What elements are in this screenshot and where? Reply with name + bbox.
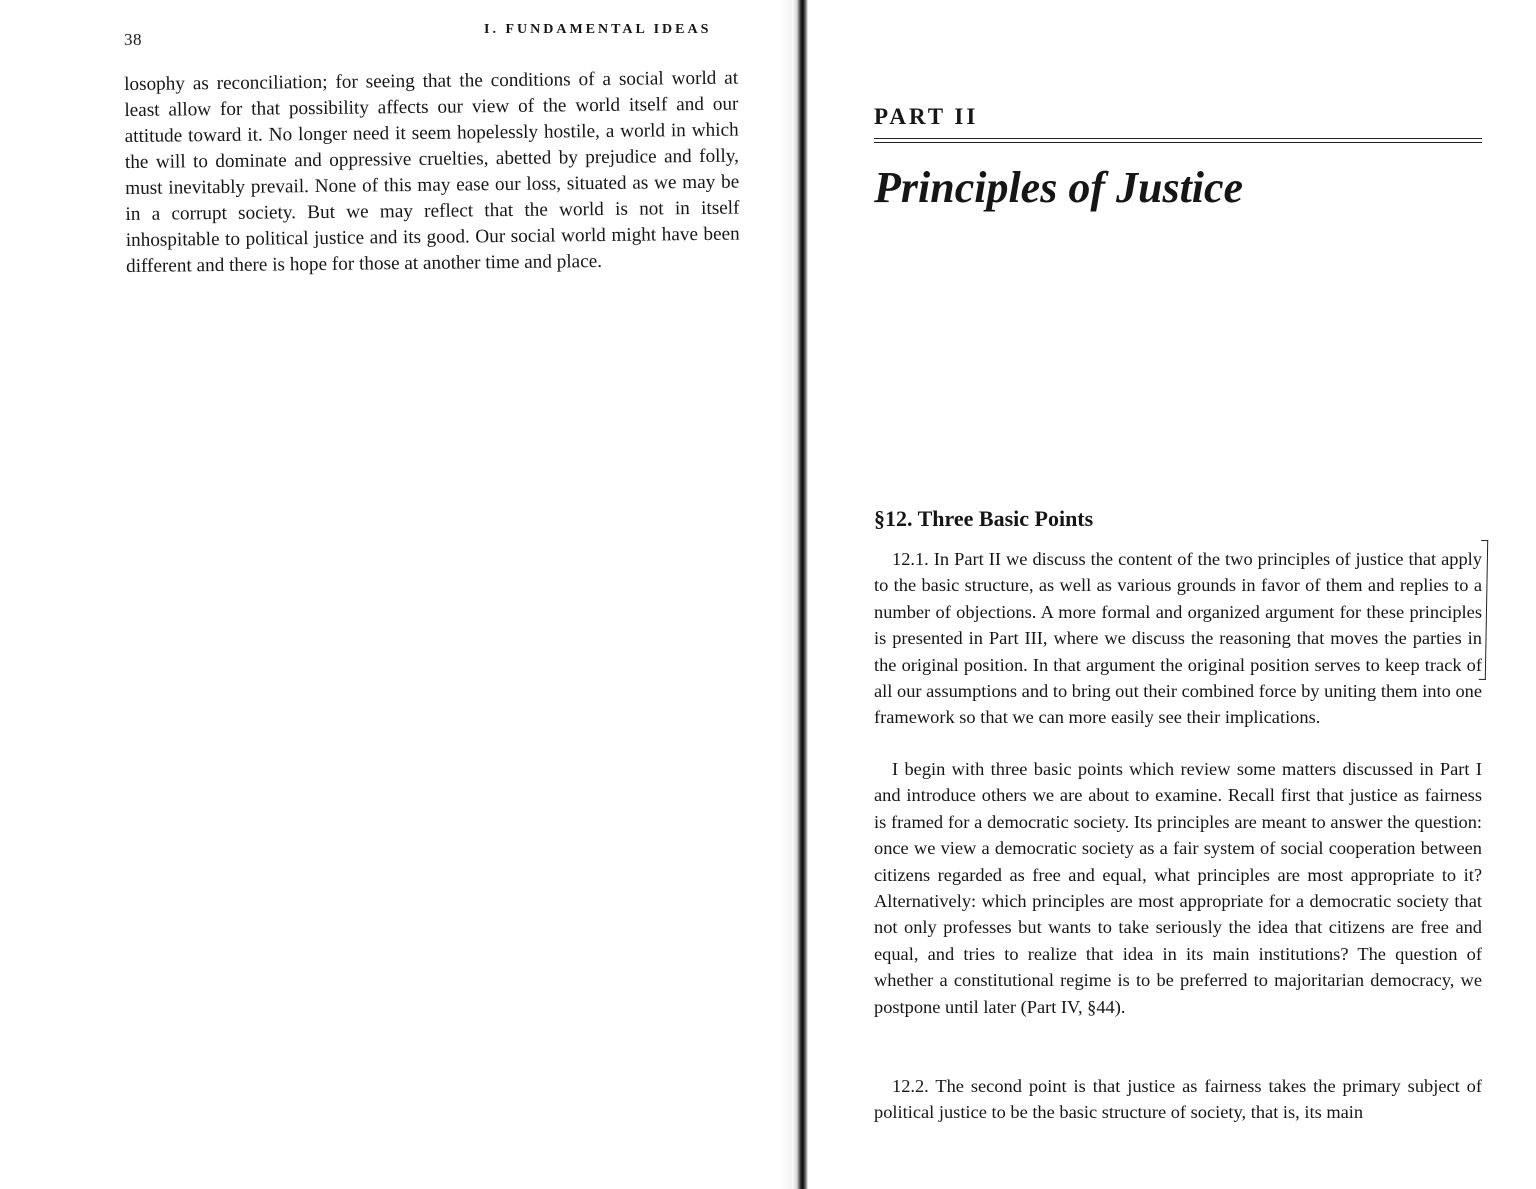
page-number: 38 [124,30,142,49]
part-label: PART II [874,104,979,129]
left-page-paragraph: losophy as reconciliation; for seeing that the conditions of a social world at least allow for that possibility affects our view of the world itself and our attitude toward it. No longer need it seem hopelessly hostile, a world in which the will to dominate and oppressive cruelties, abetted by prejudice and folly, must inevitably prevail. None of this may ease our loss, situated as we may be in a corrupt society. But we may reflect that the world is not in itself inhospitable to political justice and its good. Our social world might have been different and there is hope for those at another time and place. [124,67,740,277]
part-rule [874,142,1482,143]
gutter-shadow [780,0,792,1189]
part-title: Principles of Justice [874,163,1244,212]
body-paragraph: 12.2. The second point is that justice as fairness takes the primary subject of political justice to be the basic structure of society, that is, its main [874,1076,1482,1123]
section-heading: §12. Three Basic Points [874,506,1094,531]
book-gutter [792,0,808,1189]
body-paragraph: 12.1. In Part II we discuss the content of the two principles of justice that apply to the basic structure, as well as various grounds in favor of them and replies to a number of objections. A more formal and organized argument for these principles is presented in Part III, where we discuss the reasoning that moves the parties in the original position. In that argument the original position serves to keep track of all our assumptions and to bring out their combined force by uniting them into one framework so that we can more easily see their implications. [874,549,1482,728]
body-paragraph: I begin with three basic points which review some matters discussed in Part I and introduce others we are about to examine. Recall first that justice as fairness is framed for a democratic society. Its principles are meant to answer the question: once we view a democratic society as a fair system of social cooperation between citizens regarded as free and equal, what principles are most appropriate to it? Alternatively: which principles are most appropriate for a democratic society that not only professes but wants to take seriously the idea that citizens are free and equal, and tries to realize that idea in its main institutions? The question of whether a constitutional regime is to be preferred to majoritarian democracy, we postpone until later (Part IV, §44). [874,759,1482,1017]
running-head: I. FUNDAMENTAL IDEAS [484,22,712,37]
part-rule [874,138,1482,139]
margin-bracket-mark [1479,540,1488,680]
right-page [808,0,1536,1189]
